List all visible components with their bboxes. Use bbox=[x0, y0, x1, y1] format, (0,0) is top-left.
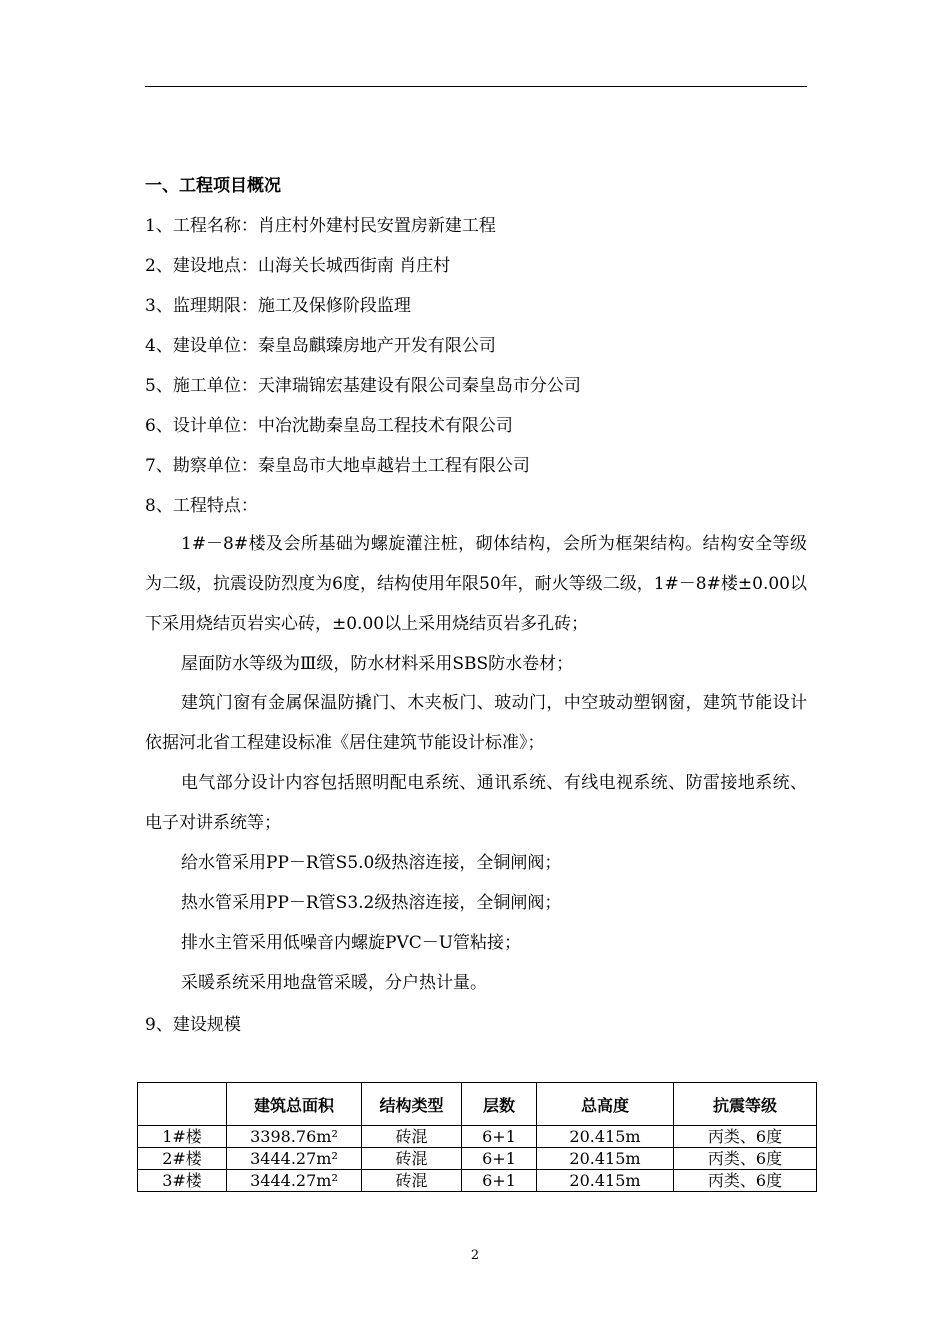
feature-water-supply: 给水管采用PP－R管S5.0级热溶连接，全铜闸阀； bbox=[181, 853, 562, 873]
header-cell: 结构类型 bbox=[362, 1083, 462, 1126]
item-designer: 6、设计单位：中冶沈勘秦皇岛工程技术有限公司 bbox=[145, 416, 513, 436]
header-cell bbox=[138, 1083, 227, 1126]
table-cell: 砖混 bbox=[362, 1126, 462, 1148]
feature-hot-water: 热水管采用PP－R管S3.2级热溶连接，全铜闸阀； bbox=[181, 893, 562, 913]
feature-doors-windows: 建筑门窗有金属保温防撬门、木夹板门、玻动门，中空玻动塑钢窗，建筑节能设计依据河北省工程建设标准《居住建筑节能设计标准》； bbox=[145, 693, 807, 753]
feature-structure: 1#－8#楼及会所基础为螺旋灌注桩，砌体结构，会所为框架结构。结构安全等级为二级，抗震设防烈度为6度，结构使用年限50年，耐火等级二级，1#－8#楼±0.00以下采用烧结页岩实心砖，±0.00以上采用烧结页岩多孔砖； bbox=[145, 534, 807, 634]
table-cell: 丙类、6度 bbox=[674, 1126, 817, 1148]
table-cell: 20.415m bbox=[537, 1126, 674, 1148]
item-supervision-period: 3、监理期限：施工及保修阶段监理 bbox=[145, 296, 411, 316]
header-cell: 层数 bbox=[462, 1083, 537, 1126]
table-cell: 丙类、6度 bbox=[674, 1170, 817, 1192]
header-cell: 总高度 bbox=[537, 1083, 674, 1126]
header-cell: 建筑总面积 bbox=[227, 1083, 362, 1126]
header-cell: 抗震等级 bbox=[674, 1083, 817, 1126]
feature-electrical: 电气部分设计内容包括照明配电系统、通讯系统、有线电视系统、防雷接地系统、电子对讲系统等； bbox=[145, 773, 807, 833]
item-contractor: 5、施工单位：天津瑞锦宏基建设有限公司秦皇岛市分公司 bbox=[145, 376, 581, 396]
table-cell: 6+1 bbox=[462, 1170, 537, 1192]
item-project-name: 1、工程名称：肖庄村外建村民安置房新建工程 bbox=[145, 216, 496, 236]
scale-table bbox=[137, 1082, 817, 1192]
table-cell: 砖混 bbox=[362, 1170, 462, 1192]
table-cell: 20.415m bbox=[537, 1170, 674, 1192]
table-cell: 20.415m bbox=[537, 1148, 674, 1170]
table-row bbox=[138, 1148, 817, 1170]
table-cell: 1#楼 bbox=[138, 1126, 227, 1148]
section-heading: 一、工程项目概况 bbox=[145, 176, 281, 196]
table-header-row bbox=[138, 1083, 817, 1126]
table-cell: 砖混 bbox=[362, 1148, 462, 1170]
table-row bbox=[138, 1126, 817, 1148]
item-owner: 4、建设单位：秦皇岛麒臻房地产开发有限公司 bbox=[145, 336, 496, 356]
feature-heating: 采暖系统采用地盘管采暖，分户热计量。 bbox=[181, 973, 487, 993]
item-surveyor: 7、勘察单位：秦皇岛市大地卓越岩土工程有限公司 bbox=[145, 456, 530, 476]
table-cell: 6+1 bbox=[462, 1126, 537, 1148]
item-features-title: 8、工程特点： bbox=[145, 496, 258, 516]
table-cell: 3#楼 bbox=[138, 1170, 227, 1192]
table-cell: 3444.27m² bbox=[227, 1148, 362, 1170]
table-cell: 丙类、6度 bbox=[674, 1148, 817, 1170]
table-cell: 3444.27m² bbox=[227, 1170, 362, 1192]
feature-roof: 屋面防水等级为Ⅲ级，防水材料采用SBS防水卷材； bbox=[181, 654, 574, 674]
header-rule bbox=[145, 86, 807, 87]
table-cell: 6+1 bbox=[462, 1148, 537, 1170]
table-row bbox=[138, 1170, 817, 1192]
feature-drainage: 排水主管采用低噪音内螺旋PVC－U管粘接； bbox=[181, 933, 522, 953]
table-cell: 2#楼 bbox=[138, 1148, 227, 1170]
table-cell: 3398.76m² bbox=[227, 1126, 362, 1148]
scale-title: 9、建设规模 bbox=[145, 1015, 241, 1035]
page-number: 2 bbox=[470, 1248, 480, 1263]
item-location: 2、建设地点：山海关长城西街南 肖庄村 bbox=[145, 256, 451, 276]
